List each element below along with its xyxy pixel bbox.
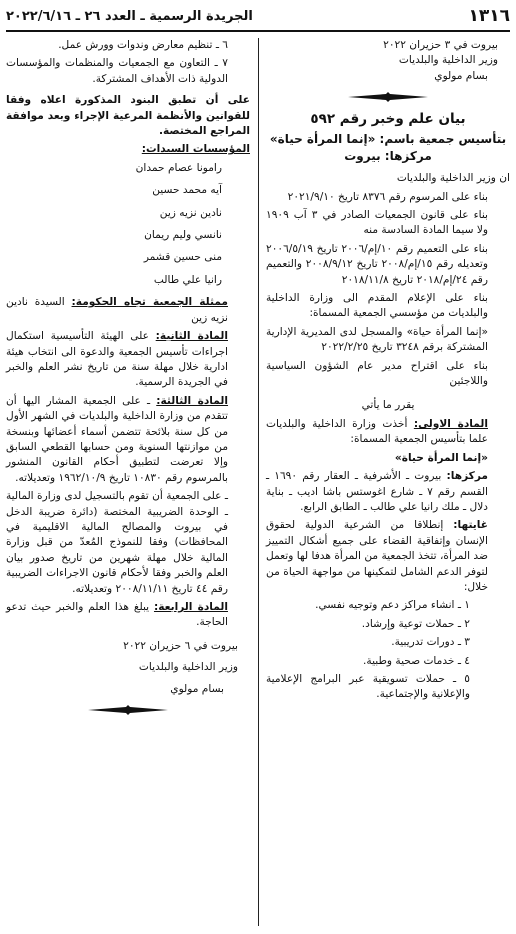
goal-text: إنطلاقا من الشرعية الدولية لحقوق الإنسان وإتفاقية القضاء على جميع أشكال التمييز ضد المرأة، تتخذ الجمعية من المرأة هدفا لها وتعمل لتوفر الدعم الشامل لتمكينها من مواجهة الحياة من خلال: [266,519,488,593]
signature-name: بسام مولوي [170,682,224,695]
goal-item: ٣ ـ دورات تدريبية. [391,636,470,649]
signature-name: بسام مولوي [434,69,488,82]
rep-label: ممثلة الجمعية تجاه الحكومة: [71,296,228,309]
top-signature [266,38,498,84]
right-column [266,38,510,706]
association-name: «إنما المرأة حياة» [394,451,488,464]
intro-line: ان وزير الداخلية والبلديات [396,172,510,185]
goal-item: ١ ـ انشاء مراكز دعم وتوجيه نفسي. [315,599,470,612]
intro-line: بناء على التعميم رقم ١٠/إم/٢٠٠٦ تاريخ ٢٠٠٦/٥/١٩ وتعديله رقم ١٥/إم/٢٠٠٨ تاريخ ٢٠٠٨/٩/١٢ والتعميم رقم ٢٤/إم/٢٠١٨ تاريخ ٢٠١٨/١١/٨ [266,242,488,286]
government-representative [6,295,250,326]
decree-hq: مركزها: بيروت [344,149,432,164]
goal-item: ٥ ـ حملات تسويقية عبر البرامج الإعلامية والإعلانية والإجتماعية. [266,673,470,701]
goals-intro [266,518,510,595]
column-divider [258,38,259,926]
goal-label: غايتها: [453,519,488,532]
article-2 [6,329,250,391]
article-label: المادة الثالثة: [156,394,229,407]
goal-item: ٦ ـ تنظيم معارض وندوات وورش عمل. [58,39,228,51]
goal-item: ٤ ـ خدمات صحية وطبية. [363,654,470,667]
condition-clause: على أن تطبق البنود المذكورة اعلاه وفقا للقوانين والأنظمة المرعية الإجراء وبعد موافقة المراجع المختصة. [6,94,250,138]
intro-line: بناء على اقتراح مدير عام الشؤون السياسية واللاجئين [266,359,488,388]
founders-label: المؤسسات السيدات: [141,143,250,156]
article-label: المادة الاولى: [413,417,488,430]
signature-minister: وزير الداخلية والبلديات [138,661,238,674]
journal-issue: الجريدة الرسمية ـ العدد ٢٦ ـ ٢٠٢٢/٦/١٦ [6,8,253,24]
founder-name: منى حسين قشمر [143,251,222,264]
hq-label: مركزها: [446,470,488,483]
separator-ornament [348,92,428,102]
founder-name: نانسي وليم ريمان [144,229,222,242]
left-column [6,38,250,723]
article-text: أخذت وزارة الداخلية والبلديات علما بتأسيس الجمعية المسماة: [266,417,488,446]
article-text: على الهيئة التأسيسية استكمال اجراءات تأسيس الجمعية والدعوة الى انتخاب هيئة ادارية خلال مهلة سنة من تاريخ نشر العلم والخبر في الجريدة الرسمية. [6,330,228,389]
separator-ornament [88,705,168,715]
decree-title: بيان علم وخبر رقم ٥٩٢ [310,111,466,128]
article-text: يبلغ هذا العلم والخبر حيث تدعو الحاجة. [6,601,228,629]
hq-text: بيروت ـ الأشرفية ـ العقار رقم ١٦٩٠ ـ القسم رقم ٧ ـ شارع اغوستس باشا اديب ـ بناية دلال ـ ملك رانيا علي طالب ـ الطابق الرابع. [266,470,488,513]
goal-item: ٧ ـ التعاون مع الجمعيات والمنظمات والمؤسسات الدولية ذات الأهداف المشتركة. [6,57,228,85]
bottom-signature [6,639,238,697]
decree-subtitle: بتأسيس جمعية باسم: «إنما المرأة حياة» [269,132,507,147]
page-number: ١٣١٦ [468,6,510,26]
article-4 [6,600,250,631]
article-text: ـ على الجمعية المشار اليها أن تتقدم من وزارة الداخلية والبلديات في الشهر الأول من كل سنة بلائحة تتضمن أسماء أعضائها وبنسخة من موازنتها السنوية ومن حسابها القطعي السابق وإلا تعرضت لتطبيق أحكام القانون المنشور بالمرسوم رقم ١٠٨٣٠ تاريخ ١٩٦٢/١٠/٩ وتعديلاته. [6,394,228,484]
page-header [6,6,510,26]
signature-minister: وزير الداخلية والبلديات [398,54,498,67]
intro-line: بناء على المرسوم رقم ٨٣٧٦ تاريخ ٢٠٢١/٩/١٠ [287,190,488,203]
article-3 [6,394,250,486]
article-1 [266,417,510,448]
founder-name: آيه محمد حسين [152,184,222,197]
founder-name: نادين نزيه زين [159,206,222,219]
intro-line: بناء على الإعلام المقدم الى وزارة الداخلية والبلديات من مؤسسي الجمعية المسماة: [266,292,488,320]
intro-line: بناء على قانون الجمعيات الصادر في ٣ آب ١٩٠٩ ولا سيما المادة السادسة منه [266,209,488,237]
signature-place-date: بيروت في ٣ حزيران ٢٠٢٢ [383,39,498,51]
signature-place-date: بيروت في ٦ حزيران ٢٠٢٢ [123,639,238,652]
goal-item: ٢ ـ حملات توعية وإرشاد. [361,617,470,630]
article-label: المادة الثانية: [155,330,228,343]
intro-line: «إنما المرأة حياة» والمسجل لدى المديرية الإدارية المشتركة برقم ٣٢٤٨ تاريخ ٢٠٢٢/٢/٢٥ [266,325,488,354]
rep-text: السيدة نادين نزيه زين [6,296,228,324]
headquarters [266,469,510,515]
header-rule [6,30,510,32]
article-3-cont: ـ على الجمعية أن تقوم بالتسجيل لدى وزارة المالية ـ الوحدة الضريبية المختصة (دائرة ضريبة الدخل في بيروت والمصالح المالية الاقليمية في المحافظات) وفقا للنموذج المُعدّ من قبل وزارة المالية خلال مهلة شهرين من تاريخ صدور بيان العلم والخبر وفقا لأحكام قانون الاجراءات الضريبية رقم ٤٤ تاريخ ٢٠٠٨/١١/١١ وتعديلاته. [6,490,228,595]
founder-name: رانيا علي طالب [153,273,222,286]
founder-name: رامونا عصام حمدان [135,161,222,174]
article-label: المادة الرابعة: [153,601,228,613]
decides-heading: يقرر ما يأتي [361,398,415,411]
